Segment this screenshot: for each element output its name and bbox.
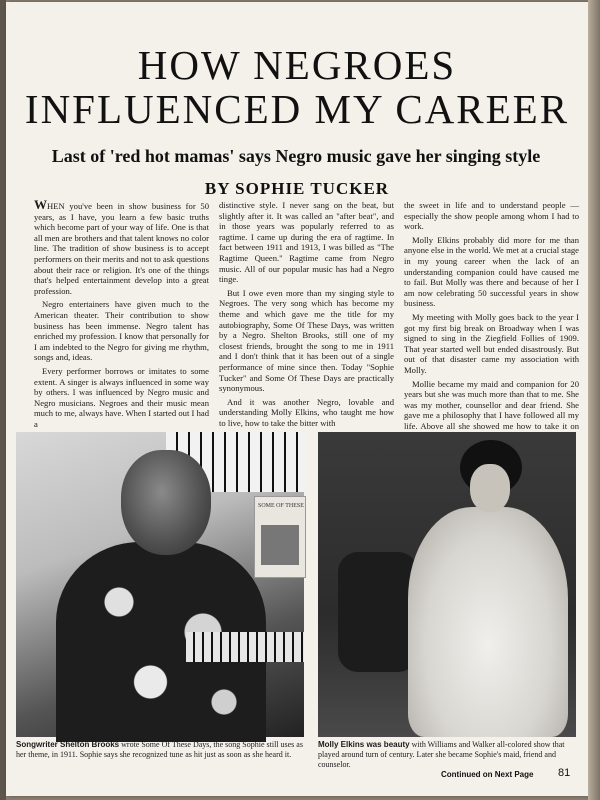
article-column-2 — [219, 200, 394, 428]
byline: BY SOPHIE TUCKER — [204, 179, 390, 198]
paragraph: But I owe even more than my singing style to Negroes. The very song which has become my theme and which gave me the title for my autobiography, Some Of These Days, was written by a Negro. Shelton Brooks, still one of my closest friends, brought the song to me in 1911 and I don't think that it has been out of a single performance of mine since then. Today "Sophie Tucker" and Some Of These Days are practically synonymous. — [219, 287, 394, 394]
chair-image — [338, 552, 418, 672]
sheet-music-label: SOME OF THESE — [258, 503, 304, 509]
photo-molly-elkins — [318, 432, 576, 737]
caption-left-bold: Songwriter Shelton Brooks — [16, 740, 120, 749]
woman-face-image — [470, 464, 510, 512]
paragraph: the sweet in life and to understand people —especially the show people among whom I had to work. — [404, 200, 579, 232]
photo-shelton-brooks — [16, 432, 304, 737]
caption-left — [16, 740, 306, 760]
article-column-1 — [34, 197, 209, 429]
caption-right — [318, 740, 580, 770]
page-stack-edge — [588, 0, 600, 800]
paragraph: My meeting with Molly goes back to the year I got my first big break on Broadway when I was signed to sing in the Ziegfield Follies of 1909. That year started well but ended disastrously. But out of that disaster came my association with Molly. — [404, 311, 579, 375]
paragraph: Mollie became my maid and companion for 20 years but she was much more than that to me. She was my mother, counsellor and dear friend. She gave me a philosophy that I have followed all my life. Above all she showed me how to take it on — [404, 378, 579, 431]
caption-right-text: with Williams and Walker all-colored show that played around turn of century. Later she became Sophie's maid, friend and counselor. — [318, 740, 565, 769]
sheet-portrait — [261, 525, 299, 565]
paragraph-text: HEN you've been in show business for 50 years, as I have, you learn a few basic truths which become part of your way of life. One is that all men are brothers and that talent knows no color line. The tradition of show business is to accept performers on their merits and not to ask questions about their race or religion. It's one of the things that's helped entertainment develop into a great profession. — [34, 201, 209, 296]
piano-keyboard-image — [186, 632, 304, 662]
drop-cap: W — [34, 197, 47, 212]
woman-dress-image — [408, 507, 568, 737]
caption-left-text: wrote Some Of These Days, the song Sophie still uses as her theme, in 1911. Sophie says she recognized tune as hit just as soon as she heard it. — [16, 740, 303, 759]
magazine-page — [6, 2, 588, 796]
paragraph: Every performer borrows or imitates to some extent. A singer is always influenced in some way by others. I was influenced by Negro music and Negro musicians. Negroes and their music mean much to me, always have. When I started out I had a — [34, 365, 209, 429]
page-number: 81 — [558, 767, 571, 779]
sheet-music-image — [254, 496, 306, 578]
headline-line-2: INFLUENCED MY CAREER — [24, 86, 570, 132]
paragraph — [34, 197, 209, 296]
paragraph: Molly Elkins probably did more for me than anyone else in the world. We met at a crucial stage in my young career when the lack of an understanding companion could have caused me to fail. But Molly was there and because of her I am now celebrating 50 successful years in show business. — [404, 234, 579, 309]
subheadline: Last of 'red hot mamas' says Negro music gave her singing style — [51, 146, 541, 166]
article-column-3 — [404, 200, 579, 431]
paragraph: Negro entertainers have given much to the American theater. Their contribution to show business has been immense. Negro talent has enriched my profession. I know that personally for I am indebted to the Negro for giving me rhythm, songs and, ideas. — [34, 299, 209, 363]
paragraph: And it was another Negro, lovable and understanding Molly Elkins, who taught me how to live, how to take the bitter with — [219, 396, 394, 428]
continued-notice: Continued on Next Page — [441, 770, 534, 779]
caption-right-bold: Molly Elkins was beauty — [318, 740, 410, 749]
headline-line-1: HOW NEGROES — [137, 42, 457, 88]
article-columns — [34, 197, 579, 431]
man-head-image — [121, 450, 211, 555]
paragraph: distinctive style. I never sang on the beat, but slightly after it. It was called an "after beat", and in those years was popularly referred to as ragtime. I came up during the era of ragtime. In fact between 1911 and 1913, I was billed as "The Ragtime Queen." Ragtime came from Negro music. All of our popular music has had a Negro tinge. — [219, 200, 394, 285]
